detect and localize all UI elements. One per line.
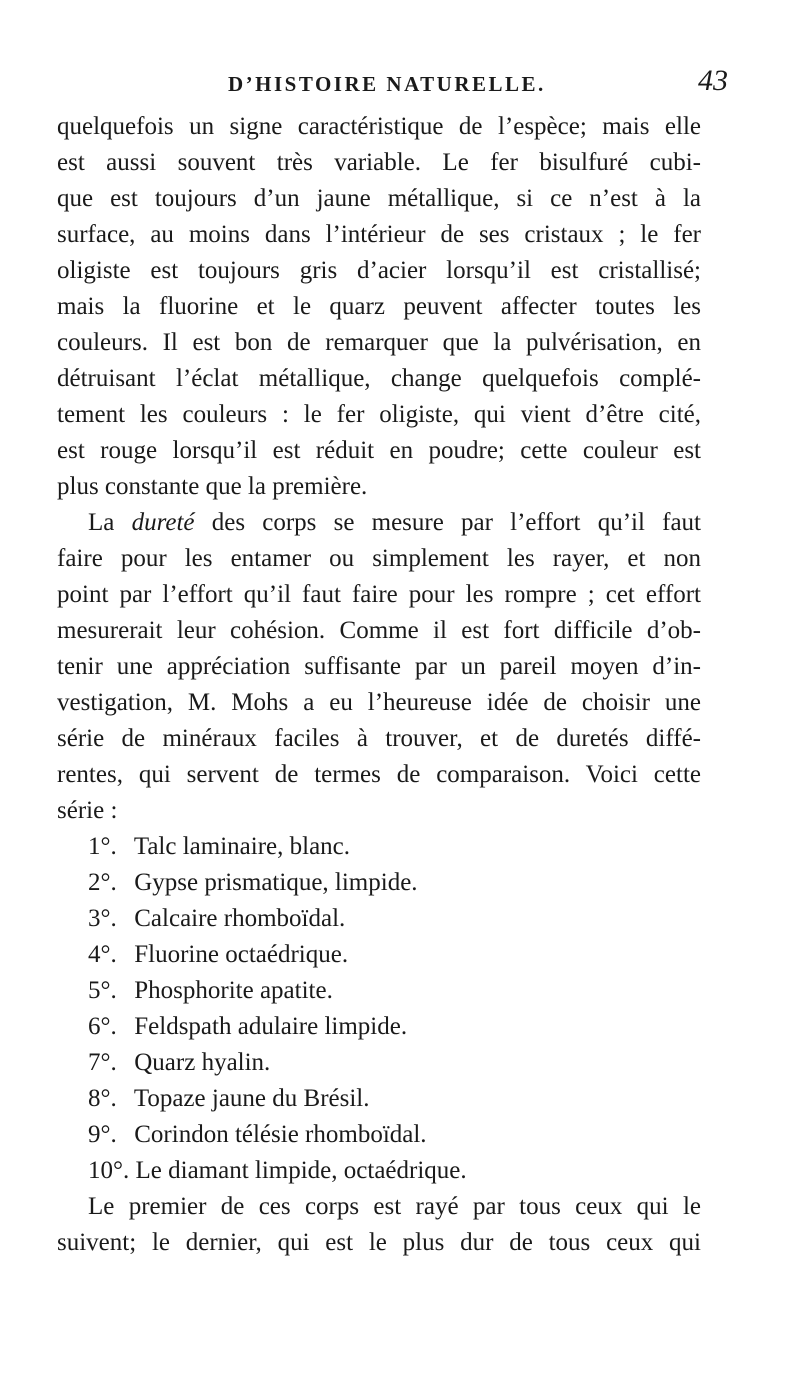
- list-number: 6°.: [88, 1013, 117, 1040]
- text-line: quelquefois un signe caractéristique de l’espèce; mais elle: [57, 113, 701, 140]
- list-text: Topaze jaune du Brésil.: [133, 1085, 370, 1112]
- list-number: 2°.: [88, 869, 117, 896]
- text-line: vestigation, M. Mohs a eu l’heureuse idée de choisir une: [57, 689, 701, 716]
- italic-term: dureté: [131, 509, 195, 536]
- list-number: 7°.: [88, 1049, 117, 1076]
- list-number: 4°.: [88, 941, 117, 968]
- list-number: 9°.: [88, 1121, 117, 1148]
- text-run: La: [88, 509, 132, 536]
- list-item: [88, 1118, 427, 1152]
- text-line: tement les couleurs : le fer oligiste, qui vient d’être cité,: [57, 401, 701, 428]
- text-line: faire pour les entamer ou simplement les rayer, et non: [57, 545, 701, 572]
- text-line: suivent; le dernier, qui est le plus dur de tous ceux qui: [57, 1229, 701, 1256]
- list-item: [88, 866, 418, 900]
- list-text: Phosphorite apatite.: [134, 977, 333, 1004]
- text-line: oligiste est toujours gris d’acier lorsqu’il est cristallisé;: [57, 257, 701, 284]
- list-number: 8°.: [88, 1085, 117, 1112]
- list-item: [88, 974, 333, 1008]
- list-item: [88, 1154, 467, 1188]
- text-run: des corps se mesure par l’effort qu’il faut: [194, 509, 701, 536]
- list-item: [88, 1010, 407, 1044]
- list-item: [88, 902, 345, 936]
- list-item: [88, 1046, 270, 1080]
- text-line: est rouge lorsqu’il est réduit en poudre; cette couleur est: [57, 437, 701, 464]
- text-line: série de minéraux faciles à trouver, et de duretés diffé-: [57, 725, 701, 752]
- running-title: D’HISTOIRE NATURELLE.: [228, 72, 546, 96]
- list-text: Fluorine octaédrique.: [134, 941, 349, 968]
- running-head: [228, 64, 728, 104]
- text-line: surface, au moins dans l’intérieur de ses cristaux ; le fer: [57, 221, 701, 248]
- text-line: point par l’effort qu’il faut faire pour les rompre ; cet effort: [57, 581, 701, 608]
- list-text: Quarz hyalin.: [134, 1049, 271, 1076]
- list-text: Corindon télésie rhomboïdal.: [134, 1121, 427, 1148]
- list-text: Talc laminaire, blanc.: [133, 833, 351, 860]
- text-line: couleurs. Il est bon de remarquer que la pulvérisation, en: [57, 329, 701, 356]
- list-text: Calcaire rhomboïdal.: [134, 905, 346, 932]
- list-number: 10°.: [88, 1157, 130, 1184]
- text-line: que est toujours d’un jaune métallique, si ce n’est à la: [57, 185, 701, 212]
- list-text: Gypse prismatique, limpide.: [134, 869, 418, 896]
- text-line: détruisant l’éclat métallique, change quelquefois complé-: [57, 365, 701, 392]
- list-text: Le diamant limpide, octaédrique.: [135, 1157, 467, 1184]
- text-line: plus constante que la première.: [57, 473, 368, 500]
- list-item: [88, 830, 350, 864]
- text-line: tenir une appréciation suffisante par un pareil moyen d’in-: [57, 653, 701, 680]
- text-line: est aussi souvent très variable. Le fer bisulfuré cubi-: [57, 149, 701, 176]
- text-line: [88, 506, 701, 540]
- list-item: [88, 1082, 369, 1116]
- text-line: Le premier de ces corps est rayé par tous ceux qui le: [88, 1193, 701, 1220]
- text-line: mesurerait leur cohésion. Comme il est fort difficile d’ob-: [57, 617, 701, 644]
- list-number: 5°.: [88, 977, 117, 1004]
- list-item: [88, 938, 348, 972]
- list-text: Feldspath adulaire limpide.: [134, 1013, 408, 1040]
- text-line: série :: [57, 797, 118, 824]
- text-line: rentes, qui servent de termes de comparaison. Voici cette: [57, 761, 701, 788]
- list-number: 1°.: [88, 833, 117, 860]
- list-number: 3°.: [88, 905, 117, 932]
- text-line: mais la fluorine et le quarz peuvent affecter toutes les: [57, 293, 701, 320]
- page-number: 43: [698, 64, 728, 97]
